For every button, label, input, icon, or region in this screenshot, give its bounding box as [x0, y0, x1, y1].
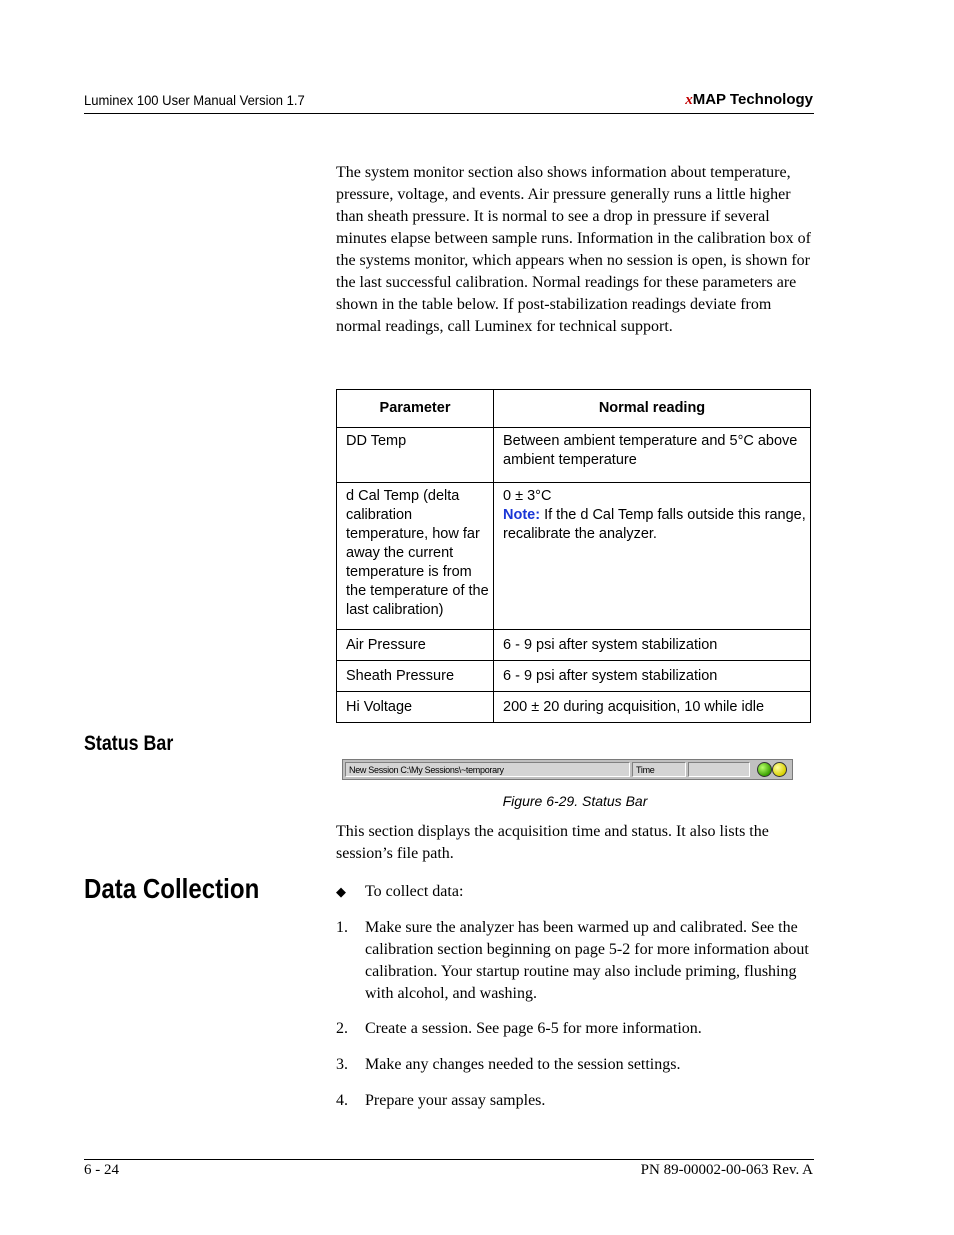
reading-value: 0 ± 3°C	[503, 488, 552, 504]
normal-readings-table	[336, 389, 811, 723]
footer-rule	[84, 1159, 814, 1160]
table-row	[337, 630, 811, 661]
table-cell-parameter: DD Temp	[337, 428, 494, 483]
step-number: 4.	[336, 1092, 348, 1109]
header-manual-title: Luminex 100 User Manual Version 1.7	[84, 92, 305, 108]
status-bar-time-value	[688, 762, 750, 777]
figure-caption: Figure 6-29. Status Bar	[502, 793, 648, 809]
status-bar-heading: Status Bar	[84, 732, 174, 755]
table-row	[337, 428, 811, 483]
table-cell-parameter: Sheath Pressure	[337, 661, 494, 692]
table-cell-parameter: Air Pressure	[337, 630, 494, 661]
table-row	[337, 661, 811, 692]
diamond-bullet-icon: ◆	[336, 885, 346, 900]
step-number: 3.	[336, 1056, 348, 1073]
step-text: Make sure the analyzer has been warmed up and calibrated. See the calibration section beginning on page 5-2 for more information about calibration. Your startup routine may also include priming, flushing with alcohol, and washing.	[365, 919, 809, 1002]
table-cell-reading: 6 - 9 psi after system stabilization	[494, 630, 811, 661]
status-bar-figure	[342, 759, 793, 780]
table-cell-parameter: d Cal Temp (delta calibration temperature, how far away the current temperature is from the temperature of the last calibration)	[337, 483, 494, 630]
table-row	[337, 483, 811, 630]
footer-part-number: PN 89-00002-00-063 Rev. A	[640, 1162, 813, 1178]
table-cell-reading: 200 ± 20 during acquisition, 10 while idle	[494, 692, 811, 723]
header-rule	[84, 113, 814, 114]
table-cell-reading: Between ambient temperature and 5°C above ambient temperature	[494, 428, 811, 483]
step-number: 2.	[336, 1020, 348, 1037]
table-cell-parameter: Hi Voltage	[337, 692, 494, 723]
green-status-light-icon	[757, 762, 772, 777]
procedure-intro	[336, 881, 463, 904]
header-brand	[685, 91, 813, 109]
status-indicator-lights	[753, 761, 791, 778]
intro-paragraph: The system monitor section also shows information about temperature, pressure, voltage, and events. Air pressure generally runs a little higher than sheath pressure. It is normal to see a drop in pressure if several minutes elapse between sample runs. Information in the calibration box of the systems monitor, which appears when no session is open, is shown for the last successful calibration. Normal readings for these parameters are shown in the table below. If post-stabilization readings deviate from normal readings, call Luminex for technical support.	[336, 164, 811, 335]
status-bar-path-pane: New Session C:\My Sessions\~temporary	[345, 762, 630, 777]
note-label: Note:	[503, 507, 541, 523]
status-bar-description: This section displays the acquisition time and status. It also lists the session’s file path.	[336, 823, 769, 862]
step-text: Create a session. See page 6-5 for more information.	[365, 1020, 702, 1037]
note-text: If the d Cal Temp falls outside this range, recalibrate the analyzer.	[503, 507, 806, 542]
table-row	[337, 692, 811, 723]
data-collection-heading: Data Collection	[84, 873, 260, 904]
header-brand-x: x	[685, 92, 693, 108]
step-number: 1.	[336, 919, 348, 936]
procedure-intro-text: To collect data:	[365, 883, 464, 900]
footer-page-number: 6 - 24	[84, 1162, 119, 1178]
table-cell-reading	[494, 483, 811, 630]
status-bar-time-label: Time	[632, 762, 686, 777]
step-text: Make any changes needed to the session settings.	[365, 1056, 681, 1073]
header-brand-rest: MAP Technology	[692, 91, 813, 108]
yellow-status-light-icon	[772, 762, 787, 777]
table-header-normal-reading: Normal reading	[494, 390, 811, 428]
table-header-row	[337, 390, 811, 428]
table-header-parameter: Parameter	[337, 390, 494, 428]
step-text: Prepare your assay samples.	[365, 1092, 546, 1109]
reading-note	[503, 506, 810, 544]
table-cell-reading: 6 - 9 psi after system stabilization	[494, 661, 811, 692]
